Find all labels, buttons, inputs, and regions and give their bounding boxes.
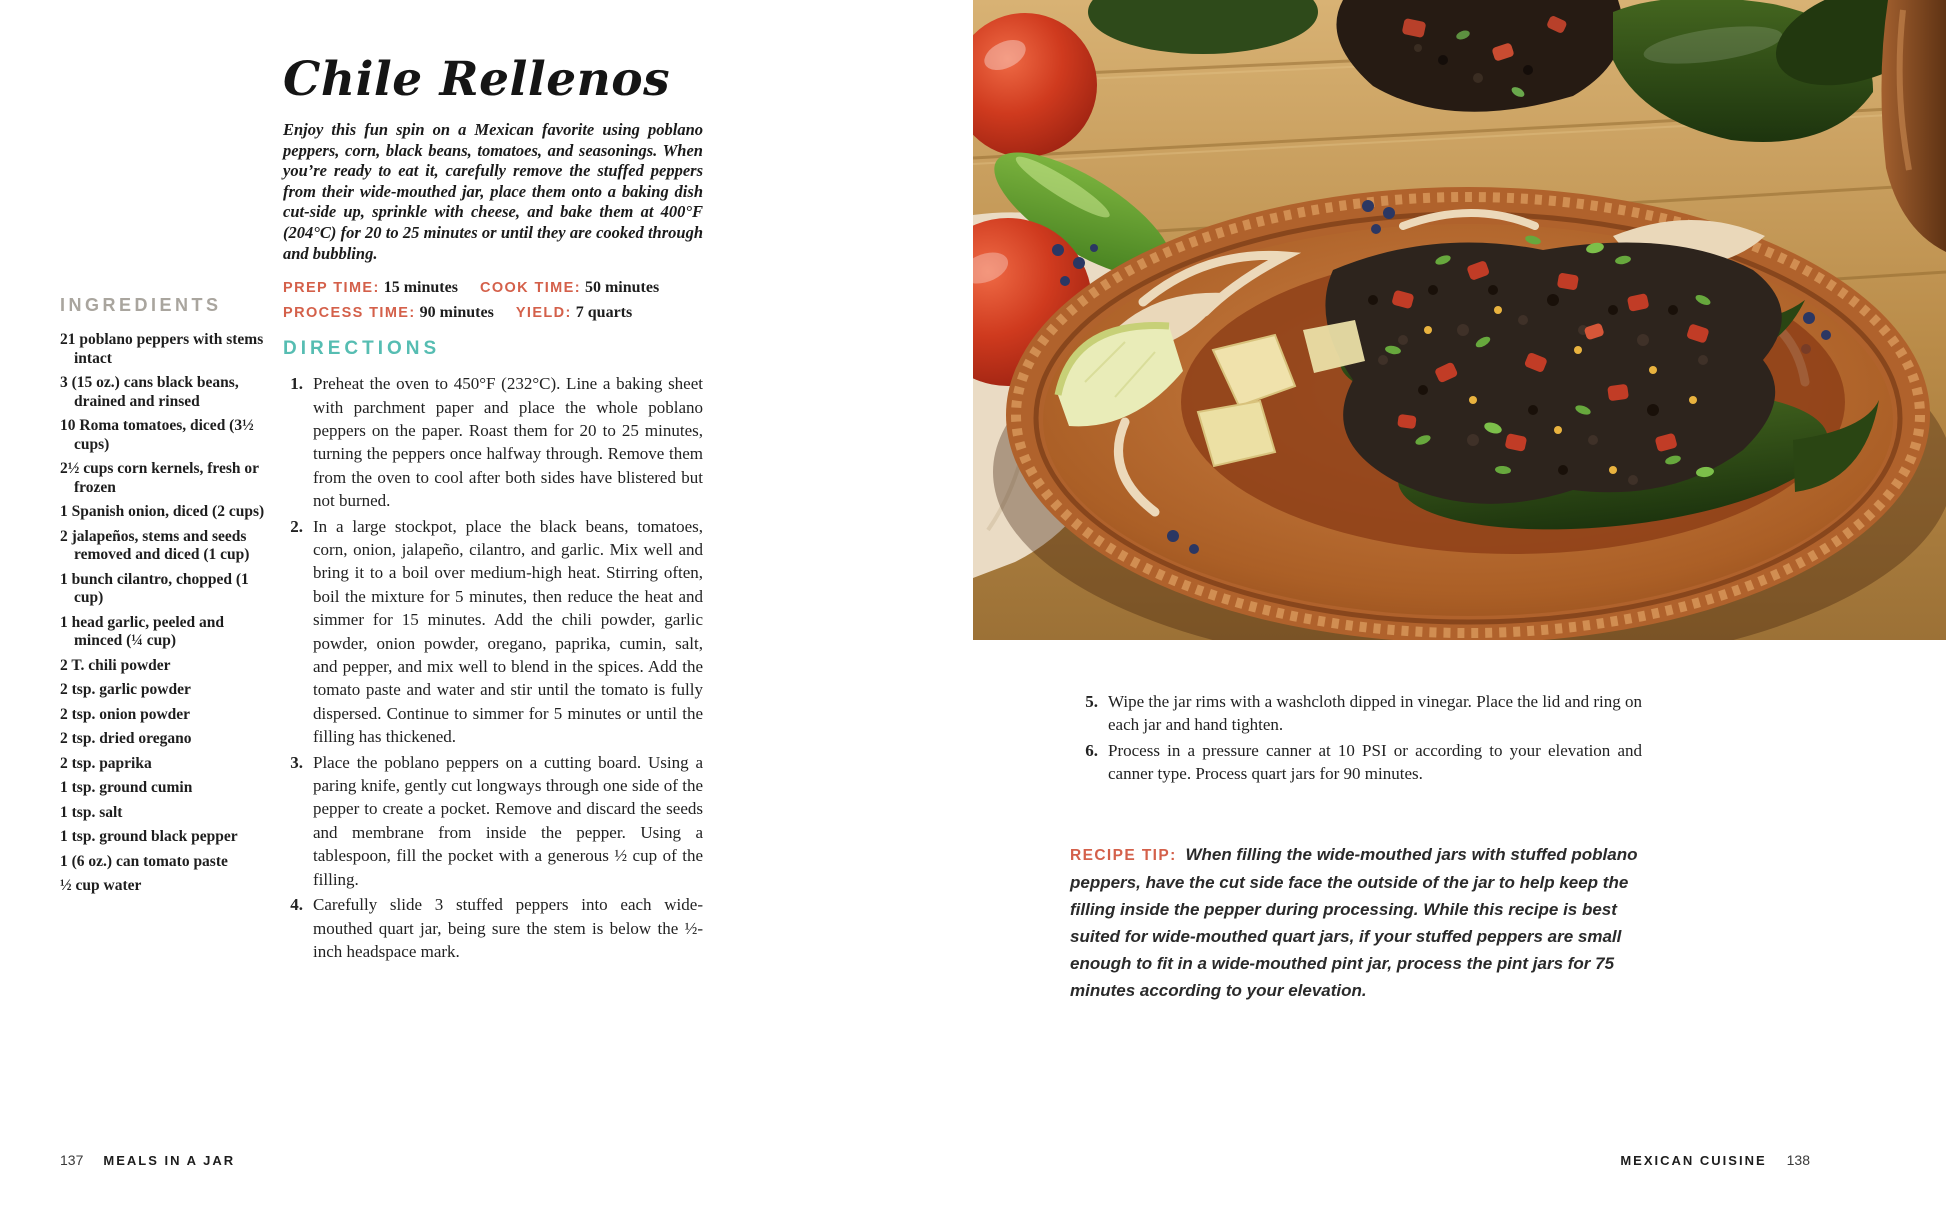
meta-row-2 — [283, 304, 703, 322]
ingredient-item: 21 poblano peppers with stems intact — [60, 331, 264, 367]
step-number: 4. — [290, 895, 303, 915]
ingredient-item: 1 tsp. ground black pepper — [60, 828, 238, 845]
step-number: 6. — [1085, 740, 1098, 760]
directions-right-column — [1078, 690, 1642, 788]
step-text: Process in a pressure canner at 10 PSI or according to your elevation and canner type. Process quart jars for 90 minutes. — [1108, 740, 1642, 784]
recipe-photo — [973, 0, 1946, 640]
recipe-main-column — [283, 52, 703, 965]
direction-step — [283, 372, 703, 512]
ingredient-item: 1 bunch cilantro, chopped (1 cup) — [60, 570, 249, 606]
cook-time-label: COOK TIME: — [479, 280, 581, 297]
left-footer-label: MEALS IN A JAR — [103, 1153, 236, 1168]
step-text: In a large stockpot, place the black beans, tomatoes, corn, onion, jalapeño, cilantro, and garlic. Mix well and bring it to a boil over medium-high heat. Stirring often, boil the mixture for 5 minutes, then reduce the heat and simmer for 15 minutes. Add the chili powder, garlic powder, onion powder, oregano, paprika, cumin, salt, and pepper, and mix well to blend in the spices. Add the tomato paste and water and stir until the tomato is fully dispersed. Continue to simmer for 5 minutes or until the filling has thickened. — [313, 516, 703, 747]
direction-step — [1078, 739, 1642, 786]
process-time-label: PROCESS TIME: — [283, 305, 416, 322]
ingredient-item: 1 head garlic, peeled and minced (¼ cup) — [60, 613, 225, 649]
ingredient-item: 2 tsp. garlic powder — [60, 681, 191, 698]
step-number: 2. — [290, 516, 303, 536]
ingredients-panel — [60, 295, 265, 902]
step-text: Preheat the oven to 450°F (232°C). Line a baking sheet with parchment paper and place the whole poblano peppers on the paper. Roast them for 20 to 25 minutes, turning the peppers once halfway through. Remove them from the oven to cool after both sides have blistered but not burned. — [313, 374, 703, 511]
left-page-number: 137 — [60, 1152, 84, 1168]
cook-time-value: 50 minutes — [584, 279, 660, 297]
direction-step — [283, 515, 703, 749]
directions-list-right — [1078, 690, 1642, 786]
recipe-tip — [1070, 841, 1654, 1004]
directions-list-left — [283, 372, 703, 963]
direction-step — [283, 893, 703, 963]
ingredient-item: 2 tsp. dried oregano — [60, 730, 192, 747]
ingredient-item: 1 (6 oz.) can tomato paste — [60, 852, 228, 870]
ingredient-item: 10 Roma tomatoes, diced (3½ cups) — [60, 417, 254, 453]
recipe-tip-label: RECIPE TIP: — [1070, 847, 1177, 864]
ingredients-heading: INGREDIENTS — [60, 295, 222, 315]
prep-time-value: 15 minutes — [383, 279, 458, 297]
directions-heading: DIRECTIONS — [283, 338, 441, 360]
ingredient-item: 1 tsp. ground cumin — [60, 779, 193, 796]
ingredient-item: 1 Spanish onion, diced (2 cups) — [60, 503, 265, 520]
step-number: 1. — [290, 374, 303, 394]
step-number: 3. — [290, 752, 303, 772]
step-number: 5. — [1085, 692, 1098, 711]
direction-step — [1078, 690, 1642, 737]
chile-rellenos-photo-illustration — [973, 0, 1946, 640]
ingredient-item: 2½ cups corn kernels, fresh or frozen — [60, 460, 259, 496]
right-footer-label: MEXICAN CUISINE — [1620, 1153, 1767, 1168]
ingredient-item: 2 tsp. onion powder — [60, 705, 191, 723]
ingredient-item: ½ cup water — [60, 877, 142, 894]
prep-time-label: PREP TIME: — [283, 280, 380, 297]
ingredient-item: 1 tsp. salt — [60, 803, 123, 821]
intro-paragraph: Enjoy this fun spin on a Mexican favorite using poblano peppers, corn, black beans, tomatoes, and seasonings. When you’re ready to eat it, carefully remove the stuffed peppers from their wide-mouthed jar, place them onto a baking dish cut-side up, sprinkle with cheese, and bake them at 400°F (204°C) for 20 to 25 minutes or until they are cooked through and bubbling. — [283, 120, 703, 263]
direction-step — [283, 751, 703, 891]
step-text: Carefully slide 3 stuffed peppers into each wide-mouthed quart jar, being sure the stem is below the ½-inch headspace mark. — [313, 895, 703, 961]
footer-right — [1620, 1152, 1810, 1170]
recipe-tip-text: When filling the wide-mouthed jars with stuffed poblano peppers, have the cut side face the outside of the jar to help keep the filling inside the pepper during processing. While this recipe is best suited for wide-mouthed quart jars, if your stuffed peppers are small enough to fit in a wide-mouthed pint jar, process the pint jars for 75 minutes according to your elevation. — [1070, 845, 1638, 1000]
ingredient-item: 3 (15 oz.) cans black beans, drained and rinsed — [60, 374, 239, 410]
ingredient-item: 2 T. chili powder — [60, 656, 171, 674]
yield-value: 7 quarts — [575, 304, 633, 322]
ingredients-list — [60, 331, 265, 896]
process-time-value: 90 minutes — [419, 304, 494, 322]
meta-row-1 — [283, 279, 703, 297]
ingredient-item: 2 tsp. paprika — [60, 754, 152, 772]
right-page-number: 138 — [1786, 1152, 1810, 1168]
step-text: Place the poblano peppers on a cutting board. Using a paring knife, gently cut longways through one side of the pepper to create a pocket. Remove and discard the seeds and membrane from inside the pepper. Using a tablespoon, fill the pocket with a generous ½ cup of the filling. — [313, 752, 703, 889]
recipe-title: Chile Rellenos — [283, 52, 671, 107]
yield-label: YIELD: — [515, 305, 572, 322]
ingredient-item: 2 jalapeños, stems and seeds removed and diced (1 cup) — [60, 527, 250, 563]
footer-left — [60, 1152, 235, 1170]
step-text: Wipe the jar rims with a washcloth dipped in vinegar. Place the lid and ring on each jar and hand tighten. — [1108, 692, 1642, 735]
